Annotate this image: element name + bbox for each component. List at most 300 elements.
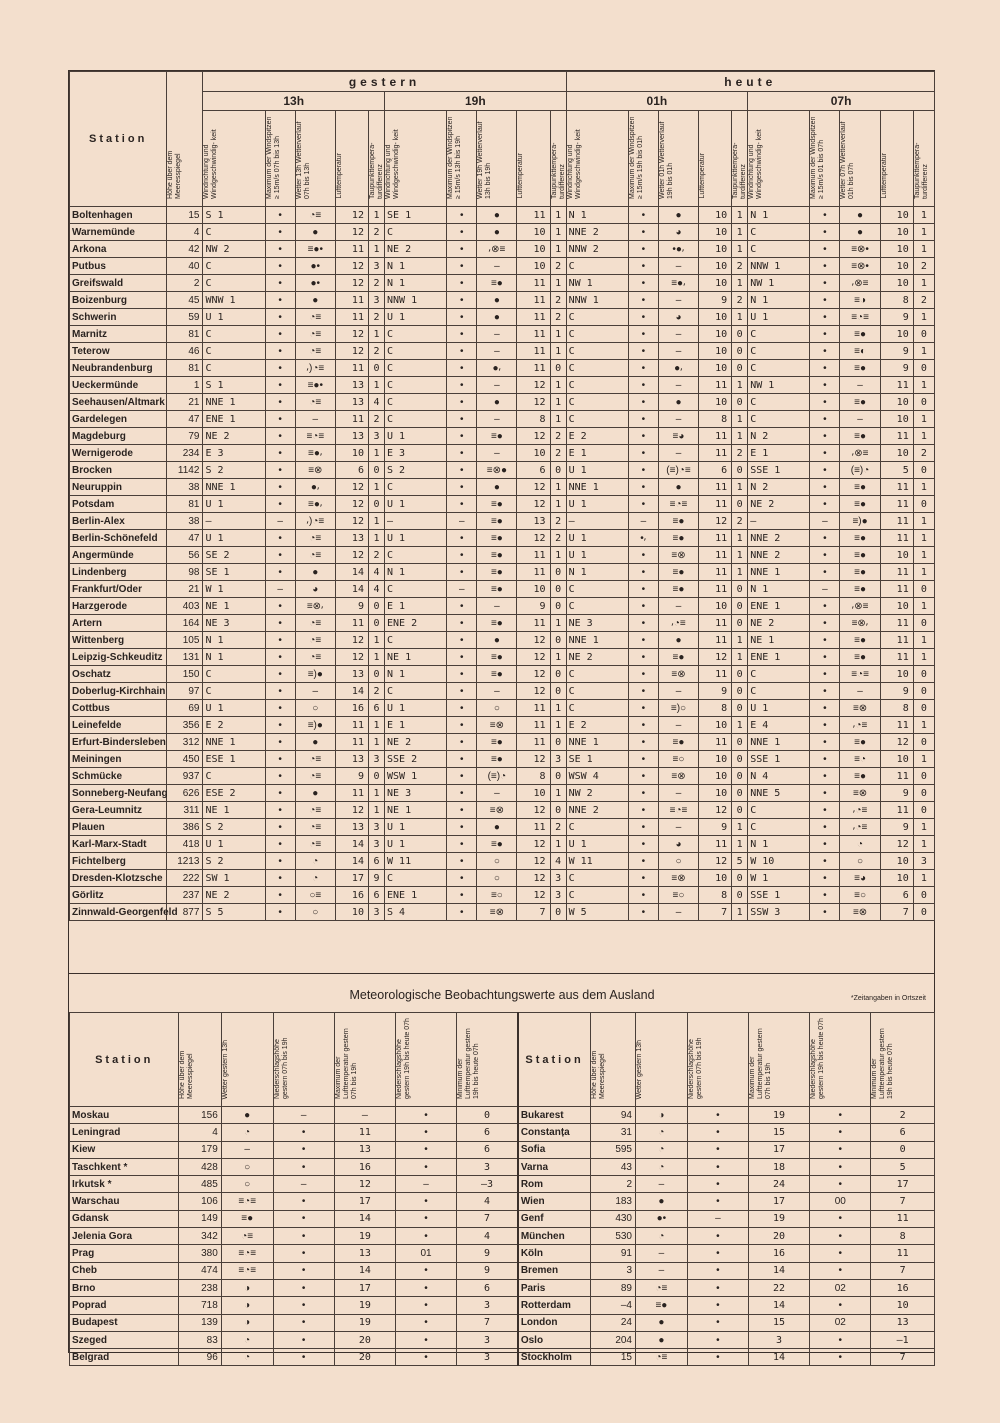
station-row xyxy=(70,258,935,275)
foreign-station-name: Brno xyxy=(70,1279,179,1296)
dewpoint-value: 4 xyxy=(550,853,566,870)
weather-symbol: ≡⊗ xyxy=(477,802,517,819)
weather-symbol: ◔ xyxy=(295,870,335,887)
station-height: 45 xyxy=(167,292,203,309)
gust-value: • xyxy=(447,632,477,649)
dewpoint-value: 0 xyxy=(913,496,934,513)
dewpoint-header-text: Taupunkttempera- turdifferenz xyxy=(913,142,929,199)
temperature-value: 11 xyxy=(699,666,732,683)
foreign-min-temp: 7 xyxy=(871,1193,935,1210)
station-row xyxy=(70,479,935,496)
dewpoint-value: 0 xyxy=(913,394,934,411)
wind-value: NW 1 xyxy=(566,275,628,292)
wind-value: SSE 1 xyxy=(748,887,810,904)
foreign-station-name: Paris xyxy=(518,1279,591,1296)
station-height: 937 xyxy=(167,768,203,785)
weather-symbol: ● xyxy=(840,224,880,241)
gust-value: • xyxy=(628,751,658,768)
foreign-precip1: • xyxy=(273,1262,334,1279)
dewpoint-value: 2 xyxy=(550,819,566,836)
weather-symbol: ≡● xyxy=(477,513,517,530)
wind-value: NE 1 xyxy=(385,649,447,666)
station-row xyxy=(70,530,935,547)
dewpoint-value: 1 xyxy=(913,632,934,649)
station-name: Frankfurt/Oder xyxy=(70,581,167,598)
dewpoint-value: 1 xyxy=(913,428,934,445)
temperature-value: 11 xyxy=(699,428,732,445)
foreign-weather: – xyxy=(636,1262,688,1279)
foreign-precip2: • xyxy=(810,1141,871,1158)
foreign-precip1: • xyxy=(687,1331,748,1348)
wind-header-text: Windrichtung und Windgeschwindig- keit xyxy=(748,129,764,199)
gust-value: • xyxy=(447,224,477,241)
foreign-weather: ● xyxy=(636,1331,688,1348)
temperature-value: 12 xyxy=(335,547,368,564)
foreign-station-name: Genf xyxy=(518,1210,591,1227)
dewpoint-header-text: Taupunkttempera- turdifferenz xyxy=(550,142,566,199)
foreign-max-temp: 14 xyxy=(334,1210,395,1227)
foreign-min-temp: 4 xyxy=(457,1193,518,1210)
station-header: Station xyxy=(70,72,167,207)
wind-value: C xyxy=(203,683,265,700)
weather-symbol: ≡● xyxy=(658,734,698,751)
dewpoint-value: 0 xyxy=(913,683,934,700)
station-height: 386 xyxy=(167,819,203,836)
weather-header-text: Wetter 07h Wetterverlauf 01h bis 07h xyxy=(840,121,856,199)
station-row xyxy=(70,547,935,564)
foreign-station-name: Sofia xyxy=(518,1141,591,1158)
station-height: 81 xyxy=(167,360,203,377)
gust-value: • xyxy=(265,598,295,615)
wind-value: SW 1 xyxy=(203,870,265,887)
weather-symbol: ≡◔ xyxy=(840,751,880,768)
foreign-precip2: • xyxy=(395,1331,456,1348)
wind-value: C xyxy=(748,360,810,377)
foreign-precip2: • xyxy=(810,1245,871,1262)
gust-value: • xyxy=(810,292,840,309)
foreign-max-temp: 12 xyxy=(334,1176,395,1193)
weather-symbol: ● xyxy=(295,734,335,751)
station-height: 79 xyxy=(167,428,203,445)
period-header: 01h xyxy=(566,92,748,111)
gust-value: • xyxy=(628,802,658,819)
wind-value: SE 1 xyxy=(385,207,447,224)
dewpoint-value: 0 xyxy=(732,615,748,632)
wind-value: – xyxy=(203,513,265,530)
foreign-station-name: Kiew xyxy=(70,1141,179,1158)
foreign-precip2: – xyxy=(395,1176,456,1193)
gust-value: • xyxy=(265,819,295,836)
gust-value: • xyxy=(265,241,295,258)
foreign-max-temp: 20 xyxy=(334,1331,395,1348)
foreign-weather: ◔ xyxy=(221,1349,273,1366)
foreign-min-temp: 3 xyxy=(457,1331,518,1348)
gust-value: • xyxy=(265,428,295,445)
weather-symbol: ≡● xyxy=(477,530,517,547)
wind-value: NNE 1 xyxy=(748,564,810,581)
station-name: Karl-Marx-Stadt xyxy=(70,836,167,853)
weather-symbol: ≡● xyxy=(840,734,880,751)
gust-value: • xyxy=(810,309,840,326)
weather-symbol: – xyxy=(477,445,517,462)
foreign-station-name: Köln xyxy=(518,1245,591,1262)
weather-symbol: ○ xyxy=(658,853,698,870)
dewpoint-value: 0 xyxy=(732,683,748,700)
station-row xyxy=(70,462,935,479)
foreign-station-name: Bremen xyxy=(518,1262,591,1279)
temperature-value: 11 xyxy=(880,496,913,513)
station-row xyxy=(70,666,935,683)
gust-value: • xyxy=(810,802,840,819)
foreign-min-temp: 6 xyxy=(457,1279,518,1296)
wind-value: C xyxy=(203,343,265,360)
gust-value: • xyxy=(447,326,477,343)
temperature-value: 10 xyxy=(699,785,732,802)
dewpoint-value: 1 xyxy=(732,717,748,734)
foreign-weather: ≡◔≡ xyxy=(221,1245,273,1262)
wind-value: NNE 2 xyxy=(566,802,628,819)
temperature-value: 10 xyxy=(880,445,913,462)
temperature-value: 11 xyxy=(335,411,368,428)
gust-value: • xyxy=(810,768,840,785)
station-height: 1142 xyxy=(167,462,203,479)
wind-value: NE 2 xyxy=(385,241,447,258)
foreign-precip1: • xyxy=(273,1158,334,1175)
dewpoint-value: 1 xyxy=(732,564,748,581)
header-heute: heute xyxy=(566,72,934,92)
foreign-precip2-header xyxy=(395,1013,456,1107)
wind-value: NNE 5 xyxy=(748,785,810,802)
temperature-value: 11 xyxy=(699,547,732,564)
wind-value: SSE 1 xyxy=(748,751,810,768)
temperature-value: 9 xyxy=(880,360,913,377)
weather-symbol: – xyxy=(477,598,517,615)
foreign-precip1-header xyxy=(273,1013,334,1107)
wind-value: NNE 1 xyxy=(203,394,265,411)
foreign-weather: ≡◔≡ xyxy=(221,1262,273,1279)
wind-value: ESE 2 xyxy=(203,785,265,802)
weather-symbol: ● xyxy=(658,207,698,224)
temperature-value: 10 xyxy=(880,326,913,343)
foreign-min-temp: 11 xyxy=(871,1245,935,1262)
station-row xyxy=(70,836,935,853)
temperature-value: 12 xyxy=(517,751,550,768)
weather-header xyxy=(658,111,698,207)
foreign-row xyxy=(70,1141,935,1158)
gust-value: • xyxy=(447,853,477,870)
weather-symbol: ⸴◔≡ xyxy=(840,802,880,819)
dewpoint-value: 2 xyxy=(368,275,384,292)
gust-value: • xyxy=(447,496,477,513)
gust-value: • xyxy=(810,649,840,666)
wind-value: U 1 xyxy=(203,530,265,547)
dewpoint-value: 1 xyxy=(913,479,934,496)
wind-value: E 2 xyxy=(566,428,628,445)
foreign-min-temp: 7 xyxy=(457,1210,518,1227)
temperature-value: 7 xyxy=(699,904,732,921)
wind-value: U 1 xyxy=(203,496,265,513)
weather-symbol: ◔ xyxy=(840,836,880,853)
gust-value: • xyxy=(810,275,840,292)
station-row xyxy=(70,445,935,462)
foreign-height: 24 xyxy=(591,1314,636,1331)
foreign-precip1: • xyxy=(273,1141,334,1158)
weather-header-text: Wetter 01h Wetterverlauf 19h bis 01h xyxy=(658,121,674,199)
weather-symbol: – xyxy=(658,377,698,394)
temperature-header-text: Lufttemperatur xyxy=(880,153,888,199)
weather-symbol: ≡● xyxy=(477,734,517,751)
wind-value: C xyxy=(203,666,265,683)
dewpoint-value: 0 xyxy=(550,462,566,479)
foreign-weather-header-text: Wetter gestern 13h xyxy=(636,1039,643,1099)
station-height: 105 xyxy=(167,632,203,649)
wind-value: NNE 1 xyxy=(203,734,265,751)
foreign-height: 91 xyxy=(591,1245,636,1262)
foreign-precip2: • xyxy=(395,1193,456,1210)
temperature-value: 9 xyxy=(699,292,732,309)
temperature-value: 11 xyxy=(699,615,732,632)
weather-symbol: – xyxy=(658,292,698,309)
station-height: 311 xyxy=(167,802,203,819)
wind-value: W 1 xyxy=(748,870,810,887)
wind-value: U 1 xyxy=(566,530,628,547)
dewpoint-value: 0 xyxy=(913,615,934,632)
station-height: 1 xyxy=(167,377,203,394)
weather-symbol: ◔≡ xyxy=(295,615,335,632)
temperature-value: 11 xyxy=(517,564,550,581)
gust-value: • xyxy=(810,751,840,768)
weather-symbol: – xyxy=(658,258,698,275)
dewpoint-value: 1 xyxy=(550,411,566,428)
temperature-value: 11 xyxy=(699,581,732,598)
weather-symbol: ≡● xyxy=(658,581,698,598)
gust-value: • xyxy=(447,377,477,394)
weather-symbol: – xyxy=(658,819,698,836)
weather-symbol: ≡● xyxy=(840,428,880,445)
temperature-value: 10 xyxy=(880,241,913,258)
temperature-value: 10 xyxy=(699,751,732,768)
foreign-min-temp: 9 xyxy=(457,1262,518,1279)
gust-value: • xyxy=(628,768,658,785)
temperature-value: 10 xyxy=(517,258,550,275)
temperature-value: 10 xyxy=(699,343,732,360)
dewpoint-value: 1 xyxy=(732,836,748,853)
foreign-weather: ≡● xyxy=(636,1297,688,1314)
station-height: 312 xyxy=(167,734,203,751)
foreign-max-temp: 13 xyxy=(334,1141,395,1158)
station-row xyxy=(70,360,935,377)
temperature-value: 11 xyxy=(335,292,368,309)
foreign-height: 530 xyxy=(591,1228,636,1245)
foreign-weather: – xyxy=(221,1141,273,1158)
wind-value: NNE 1 xyxy=(566,734,628,751)
dewpoint-value: 1 xyxy=(550,717,566,734)
foreign-weather: ◑ xyxy=(221,1297,273,1314)
gust-header-text: Maximum der Windspitzen ≥ 15m/s 07h bis 13h xyxy=(265,116,281,199)
dewpoint-value: 2 xyxy=(368,683,384,700)
foreign-precip1: • xyxy=(687,1158,748,1175)
foreign-precip2: 00 xyxy=(810,1193,871,1210)
temperature-value: 12 xyxy=(335,496,368,513)
wind-value: C xyxy=(748,819,810,836)
dewpoint-value: 1 xyxy=(913,224,934,241)
station-name: Seehausen/Altmark xyxy=(70,394,167,411)
wind-value: ENE 2 xyxy=(385,615,447,632)
wind-value: NNW 1 xyxy=(748,258,810,275)
gust-value: – xyxy=(628,513,658,530)
dewpoint-value: 2 xyxy=(368,224,384,241)
foreign-weather-header xyxy=(221,1013,273,1107)
gust-value: • xyxy=(810,207,840,224)
temperature-value: 13 xyxy=(335,666,368,683)
station-name: Gardelegen xyxy=(70,411,167,428)
dewpoint-value: 1 xyxy=(550,547,566,564)
gust-value: • xyxy=(447,445,477,462)
foreign-min-temp: 13 xyxy=(871,1314,935,1331)
foreign-station-name: Constanța xyxy=(518,1124,591,1141)
dewpoint-value: 1 xyxy=(732,411,748,428)
dewpoint-value: 0 xyxy=(732,598,748,615)
gust-value: • xyxy=(447,207,477,224)
weather-symbol: ◕ xyxy=(658,224,698,241)
wind-value: S 2 xyxy=(203,853,265,870)
weather-symbol: ≡● xyxy=(840,632,880,649)
gust-header-text: Maximum der Windspitzen ≥ 15m/s 01 bis 07h xyxy=(810,116,826,199)
wind-value: NW 2 xyxy=(566,785,628,802)
foreign-min-header-text: Minimum der Lufttemperatur gestern 19h bis heute 07h xyxy=(457,1028,481,1099)
gust-value: • xyxy=(810,394,840,411)
foreign-row xyxy=(70,1176,935,1193)
foreign-min-temp: 4 xyxy=(457,1228,518,1245)
wind-value: C xyxy=(566,666,628,683)
temperature-value: 11 xyxy=(517,717,550,734)
weather-symbol: ≡● xyxy=(477,836,517,853)
wind-value: E 2 xyxy=(566,717,628,734)
weather-symbol: ● xyxy=(658,479,698,496)
gust-value: • xyxy=(628,428,658,445)
dewpoint-value: 0 xyxy=(732,360,748,377)
dewpoint-value: 1 xyxy=(913,717,934,734)
weather-symbol: ≡⊗ xyxy=(477,904,517,921)
station-name: Leipzig-Schkeuditz xyxy=(70,649,167,666)
foreign-height: 149 xyxy=(179,1210,221,1227)
dewpoint-value: 2 xyxy=(550,258,566,275)
station-height: 21 xyxy=(167,581,203,598)
weather-symbol: ≡● xyxy=(658,530,698,547)
weather-symbol: ≡○ xyxy=(477,887,517,904)
dewpoint-value: 1 xyxy=(550,207,566,224)
wind-value: C xyxy=(203,258,265,275)
gust-value: • xyxy=(265,802,295,819)
weather-symbol: ≡● xyxy=(477,547,517,564)
gust-value: • xyxy=(265,666,295,683)
gust-value: • xyxy=(628,683,658,700)
station-row xyxy=(70,564,935,581)
weather-symbol: •●⸴ xyxy=(658,241,698,258)
foreign-row xyxy=(70,1314,935,1331)
weather-symbol: – xyxy=(840,411,880,428)
weather-symbol: ◔ xyxy=(295,853,335,870)
dewpoint-value: 0 xyxy=(913,802,934,819)
temperature-value: 11 xyxy=(880,615,913,632)
wind-value: NE 3 xyxy=(566,615,628,632)
weather-symbol: ● xyxy=(295,785,335,802)
foreign-row xyxy=(70,1262,935,1279)
wind-value: N 1 xyxy=(385,564,447,581)
temperature-value: 10 xyxy=(517,241,550,258)
weather-symbol: ⸴⊗≡ xyxy=(840,445,880,462)
dewpoint-value: 3 xyxy=(368,751,384,768)
dewpoint-header-text: Taupunkttempera- turdifferenz xyxy=(732,142,748,199)
weather-symbol: – xyxy=(658,445,698,462)
gust-value: • xyxy=(810,224,840,241)
station-name: Marnitz xyxy=(70,326,167,343)
station-height: 626 xyxy=(167,785,203,802)
foreign-min-temp: 10 xyxy=(871,1297,935,1314)
foreign-precip1: – xyxy=(687,1210,748,1227)
wind-value: W 1 xyxy=(203,581,265,598)
gust-value: • xyxy=(447,360,477,377)
foreign-min-temp: 3 xyxy=(457,1349,518,1366)
gust-value: • xyxy=(447,887,477,904)
wind-value: NE 3 xyxy=(385,785,447,802)
gust-value: • xyxy=(810,853,840,870)
wind-value: C xyxy=(385,581,447,598)
station-name: Warnemünde xyxy=(70,224,167,241)
temperature-value: 6 xyxy=(335,462,368,479)
foreign-height: 342 xyxy=(179,1228,221,1245)
temperature-value: 11 xyxy=(699,734,732,751)
foreign-max-header-text: Maximum der Lufttemperatur gestern 07h bis 19h xyxy=(334,1028,358,1099)
weather-symbol: ≡⊗ xyxy=(840,785,880,802)
wind-value: N 1 xyxy=(748,292,810,309)
domestic-observations-table xyxy=(69,71,935,921)
dewpoint-value: 2 xyxy=(550,309,566,326)
foreign-max-temp: 22 xyxy=(748,1279,809,1296)
wind-value: N 1 xyxy=(566,207,628,224)
station-name: Oschatz xyxy=(70,666,167,683)
foreign-precip1: • xyxy=(273,1245,334,1262)
gust-value: • xyxy=(810,479,840,496)
station-height: 164 xyxy=(167,615,203,632)
foreign-weather: ◔ xyxy=(636,1228,688,1245)
gust-header-text: Maximum der Windspitzen ≥ 15m/s 13h bis 19h xyxy=(447,116,463,199)
weather-symbol: – xyxy=(658,411,698,428)
foreign-height: 3 xyxy=(591,1262,636,1279)
dewpoint-header xyxy=(550,111,566,207)
gust-value: • xyxy=(447,700,477,717)
dewpoint-value: 0 xyxy=(368,598,384,615)
weather-symbol: ● xyxy=(295,564,335,581)
dewpoint-value: 4 xyxy=(368,394,384,411)
dewpoint-value: 0 xyxy=(732,734,748,751)
gust-value: • xyxy=(447,275,477,292)
weather-header-text: Wetter 13h Wetterverlauf 07h bis 13h xyxy=(295,121,311,199)
dewpoint-value: 0 xyxy=(913,904,934,921)
gust-value: • xyxy=(447,785,477,802)
weather-symbol: ≡◕ xyxy=(840,870,880,887)
weather-symbol: – xyxy=(477,683,517,700)
dewpoint-value: 0 xyxy=(550,666,566,683)
wind-value: E 2 xyxy=(203,717,265,734)
wind-value: W 11 xyxy=(385,853,447,870)
wind-value: U 1 xyxy=(566,496,628,513)
temperature-value: 9 xyxy=(880,785,913,802)
temperature-value: 10 xyxy=(517,224,550,241)
gust-value: • xyxy=(447,751,477,768)
foreign-max-temp: 18 xyxy=(748,1158,809,1175)
temperature-value: 10 xyxy=(699,326,732,343)
